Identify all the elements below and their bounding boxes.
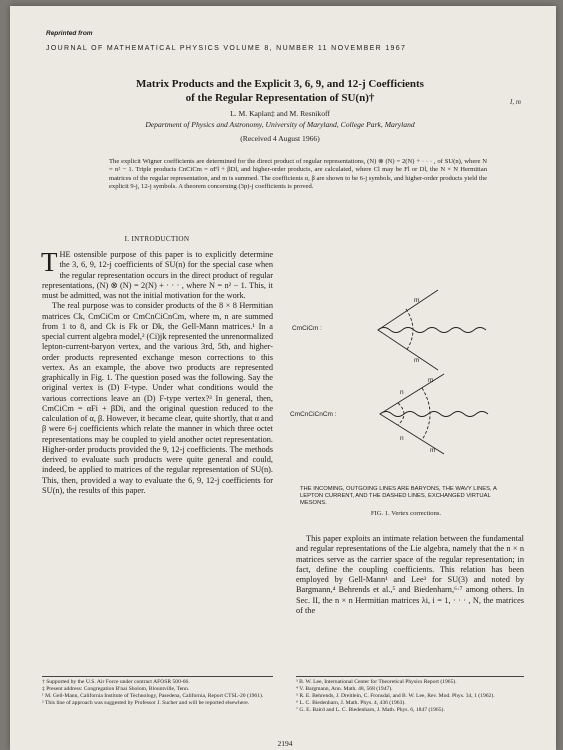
section-heading: I. INTRODUCTION — [124, 235, 190, 243]
footnote: ² This line of approach was suggested by Professor J. Sucher and will be reported elsewhere. — [42, 699, 250, 706]
footnote: † Supported by the U.S. Air Force under contract AFOSR 500-66. — [42, 679, 190, 685]
authors: L. M. Kaplan‡ and M. Resnikoff — [230, 109, 330, 118]
baryon-lines-bottom — [380, 374, 444, 454]
baryon-lines-top — [378, 290, 438, 370]
fig-index-m: m — [414, 297, 420, 304]
footnote: ‡ Present address: Congregation B'nai Sholom, Blountville, Tenn. — [42, 685, 190, 692]
fig-index-m: m — [414, 357, 420, 364]
right-paragraph-1: This paper exploits an intimate relation between the fundamental and regular representations of the Lie algebra, namely that the n × n matrices serve as the carrier space of the regular representation; in fact, define the coupling coefficients. This relation has been employed by Gell-Mann¹ and Lee³ for SU(3) and noted by Bargmann,⁴ Behrends et al.,⁵ and Biedenharn,⁶·⁷ among others. In Sec. II, the n × n Hermitian matrices λi, i = 1, · · · , N, the matrices of the — [296, 534, 524, 615]
figure-1-diagram — [288, 254, 528, 494]
journal-header: JOURNAL OF MATHEMATICAL PHYSICS VOLUME 8, NUMBER 11 NOVEMBER 1967 — [46, 45, 407, 52]
received-date: (Received 4 August 1966) — [240, 134, 320, 143]
meson-line-top — [406, 309, 413, 351]
drop-cap: T — [41, 247, 58, 277]
right-column — [296, 534, 524, 616]
footnote: ⁴ V. Bargmann, Ann. Math. 48, 568 (1947). — [296, 685, 393, 692]
paper-page — [10, 6, 556, 750]
footnote: ⁶ L. C. Biedenharn, J. Math. Phys. 4, 436 (1963). — [296, 699, 406, 706]
intro-paragraph-1 — [41, 247, 273, 301]
fig-index-n: n — [400, 389, 404, 396]
title-line-1: Matrix Products and the Explicit 3, 6, 9, and 12-j Coefficients — [136, 78, 424, 90]
footnotes-left — [42, 676, 273, 707]
handwritten-margin-note: I, m — [510, 98, 521, 106]
page-number: 2194 — [277, 739, 293, 748]
wavy-current-bottom — [380, 412, 488, 417]
intro-paragraph-2: The real purpose was to consider products of the 8 × 8 Hermitian matrices Ck, CmCiCm or CmCnCiCnCm, where m, n are summed from 1 to 8, and Ck is Fk or Dk, the Gell-Mann matrices.¹ In a special current algebra model,² (Ci)jk represented the unrenormalized lepton-current-baryon vertex, and the various 3rd, 5th, and higher-order products represented exchange meson corrections to this vertex. As an example, the above two products are represented graphically in Fig. 1. The question posed was the following. Say the original vertex is (D) F-type. Under what conditions would the various corrections leave an (D) F-type vertex?³ In general, then, CmCiCm = αFi + βDi, and the original question reduced to the calculation of α, β. However, it became clear, quite shortly, that α and β were 6-j coefficients which relate the manner in which three octet representations may be coupled to yield another octet representation. Higher-order products provided the 9, 12-j coefficients. The methods derived to evaluate such products were quite general and could, indeed, be applied to matrices of the regular representation of SU(n). This, then, provided a way to evaluate the 6, 9, 12-j coefficients for SU(n), the results of this paper. — [42, 301, 274, 495]
fig-label-top: CmCiCm : — [292, 325, 322, 332]
figure-caption: FIG. 1. Vertex corrections. — [370, 510, 442, 517]
title-line-2: of the Regular Representation of SU(n)† — [185, 92, 375, 104]
article-title — [70, 77, 490, 105]
left-column — [41, 247, 274, 496]
figure-note: THE INCOMING, OUTGOING LINES ARE BARYONS, THE WAVY LINES, A LEPTON CURRENT, AND THE DASHED LINES, EXCHANGED VIRTUAL MESONS. — [300, 486, 497, 506]
footnotes-right — [296, 676, 524, 714]
fig-index-m: m — [430, 447, 436, 454]
para1-text: HE ostensible purpose of this paper is to explicitly determine the 3, 6, 9, 12-j coefficients of SU(n) for the special case when the regular representation occurs in the direct product of regular representations, (N) ⊗ (N) = 2(N) + · · · , where N = n² − 1. This, it must be admitted, was not the initial motivation for the work. — [42, 250, 273, 300]
abstract: The explicit Wigner coefficients are determined for the direct product of regular representations, (N) ⊗ (N) = 2(N) + · · · , of SU(n), where N = n² − 1. Triple products CnCiCm = αFl + βDl, and higher-order products, are calculated, where Cl may be Fl or Dl, the N × N Hermitian matrices of the regular representation, and m is summed. The coefficients α, β are shown to be 6-j symbols, and higher-order products yield the explicit 9-j, 12-j symbols. A theorem concerning (3p)-j coefficients is proved. — [109, 158, 487, 190]
fig-index-m: m — [428, 377, 434, 384]
meson-line-inner — [398, 403, 404, 425]
fig-index-n: n — [400, 435, 404, 442]
reprint-notice: Reprinted from — [46, 30, 93, 37]
footnote: ⁵ R. E. Behrends, J. Dreitlein, C. Fronsdal, and B. W. Lee, Rev. Mod. Phys. 34, 1 (1962). — [296, 692, 495, 699]
footnote: ⁷ G. E. Baird and L. C. Biedenharn, J. Math. Phys. 6, 1847 (1965). — [296, 706, 445, 713]
fig-label-bottom: CmCnCiCnCm : — [290, 411, 337, 418]
meson-line-outer — [422, 388, 430, 440]
footnote: ¹ M. Gell-Mann, California Institute of Technology, Pasedena, California, Report CTSL-20 (1961). — [42, 692, 264, 699]
footnote: ³ B. W. Lee, International Center for Theoretical Physics Report (1965). — [296, 679, 457, 685]
wavy-current-top — [378, 328, 486, 333]
affiliation: Department of Physics and Astronomy, University of Maryland, College Park, Maryland — [145, 120, 415, 129]
